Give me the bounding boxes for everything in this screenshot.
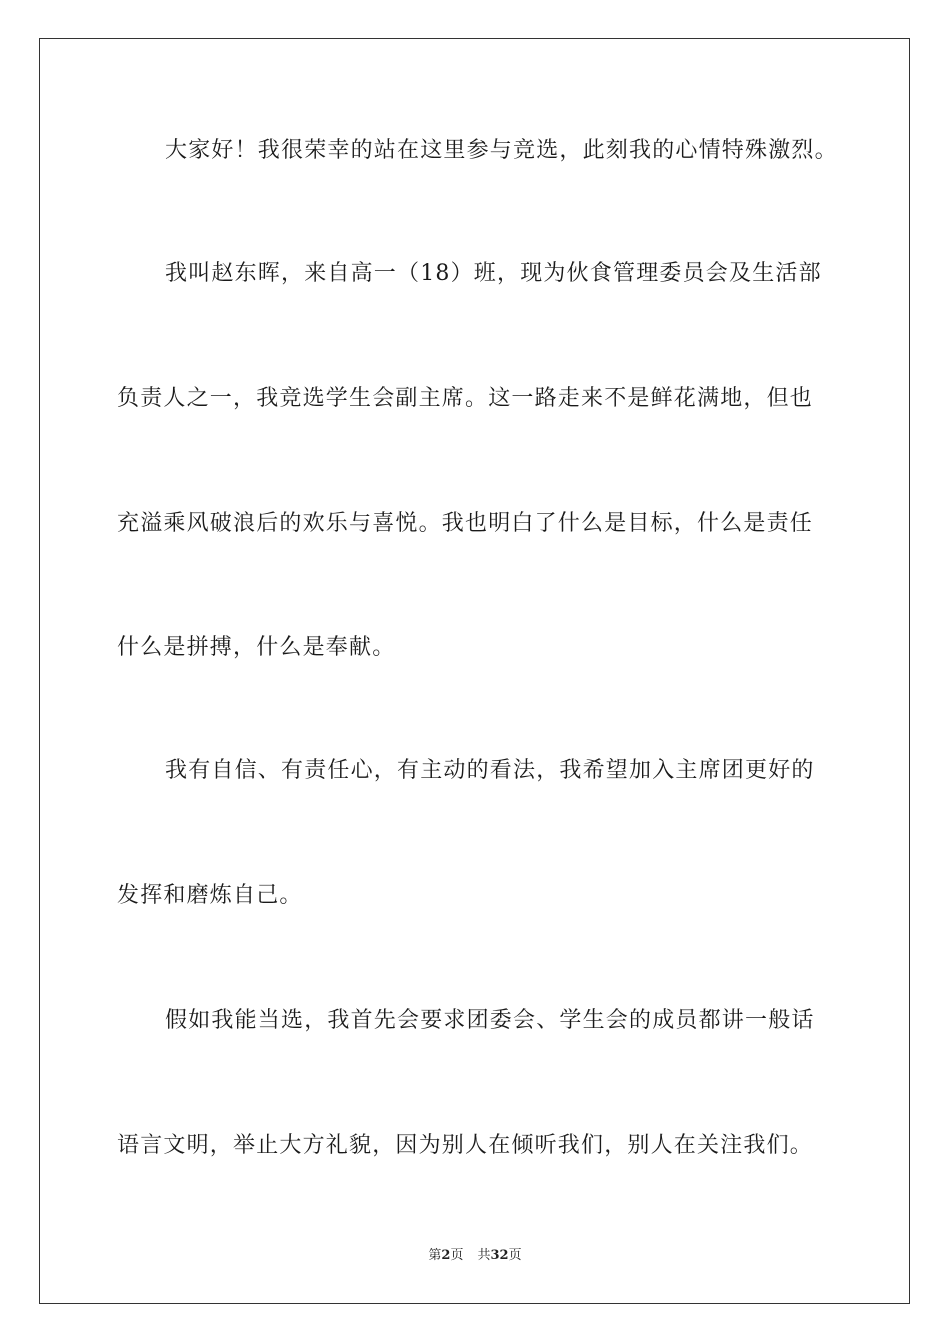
page-prefix: 第 xyxy=(428,1248,442,1263)
total-pages: 32 xyxy=(490,1248,509,1263)
paragraph-line-9: 语言文明，举止大方礼貌，因为别人在倾听我们，别人在关注我们。 xyxy=(117,1133,814,1158)
paragraph-line-1: 大家好！我很荣幸的站在这里参与竞选，此刻我的心情特殊激烈。 xyxy=(165,138,838,163)
paragraph-line-8: 假如我能当选，我首先会要求团委会、学生会的成员都讲一般话 xyxy=(165,1008,815,1033)
paragraph-line-5: 什么是拼搏，什么是奉献。 xyxy=(117,635,396,660)
paragraph-line-7: 发挥和磨炼自己。 xyxy=(117,883,303,908)
paragraph-line-4: 充溢乘风破浪后的欢乐与喜悦。我也明白了什么是目标，什么是责任 xyxy=(117,511,814,536)
paragraph-line-2: 我叫赵东晖，来自高一（18）班，现为伙食管理委员会及生活部 xyxy=(165,261,822,286)
page-suffix: 页 xyxy=(450,1248,464,1263)
total-suffix: 页 xyxy=(508,1248,522,1263)
page-footer xyxy=(0,1247,950,1265)
paragraph-line-6: 我有自信、有责任心，有主动的看法，我希望加入主席团更好的 xyxy=(165,758,815,783)
page-border xyxy=(39,38,910,1304)
page-number: 2 xyxy=(441,1248,451,1263)
total-prefix: 共 xyxy=(477,1248,491,1263)
paragraph-line-3: 负责人之一，我竞选学生会副主席。这一路走来不是鲜花满地，但也 xyxy=(117,386,814,411)
